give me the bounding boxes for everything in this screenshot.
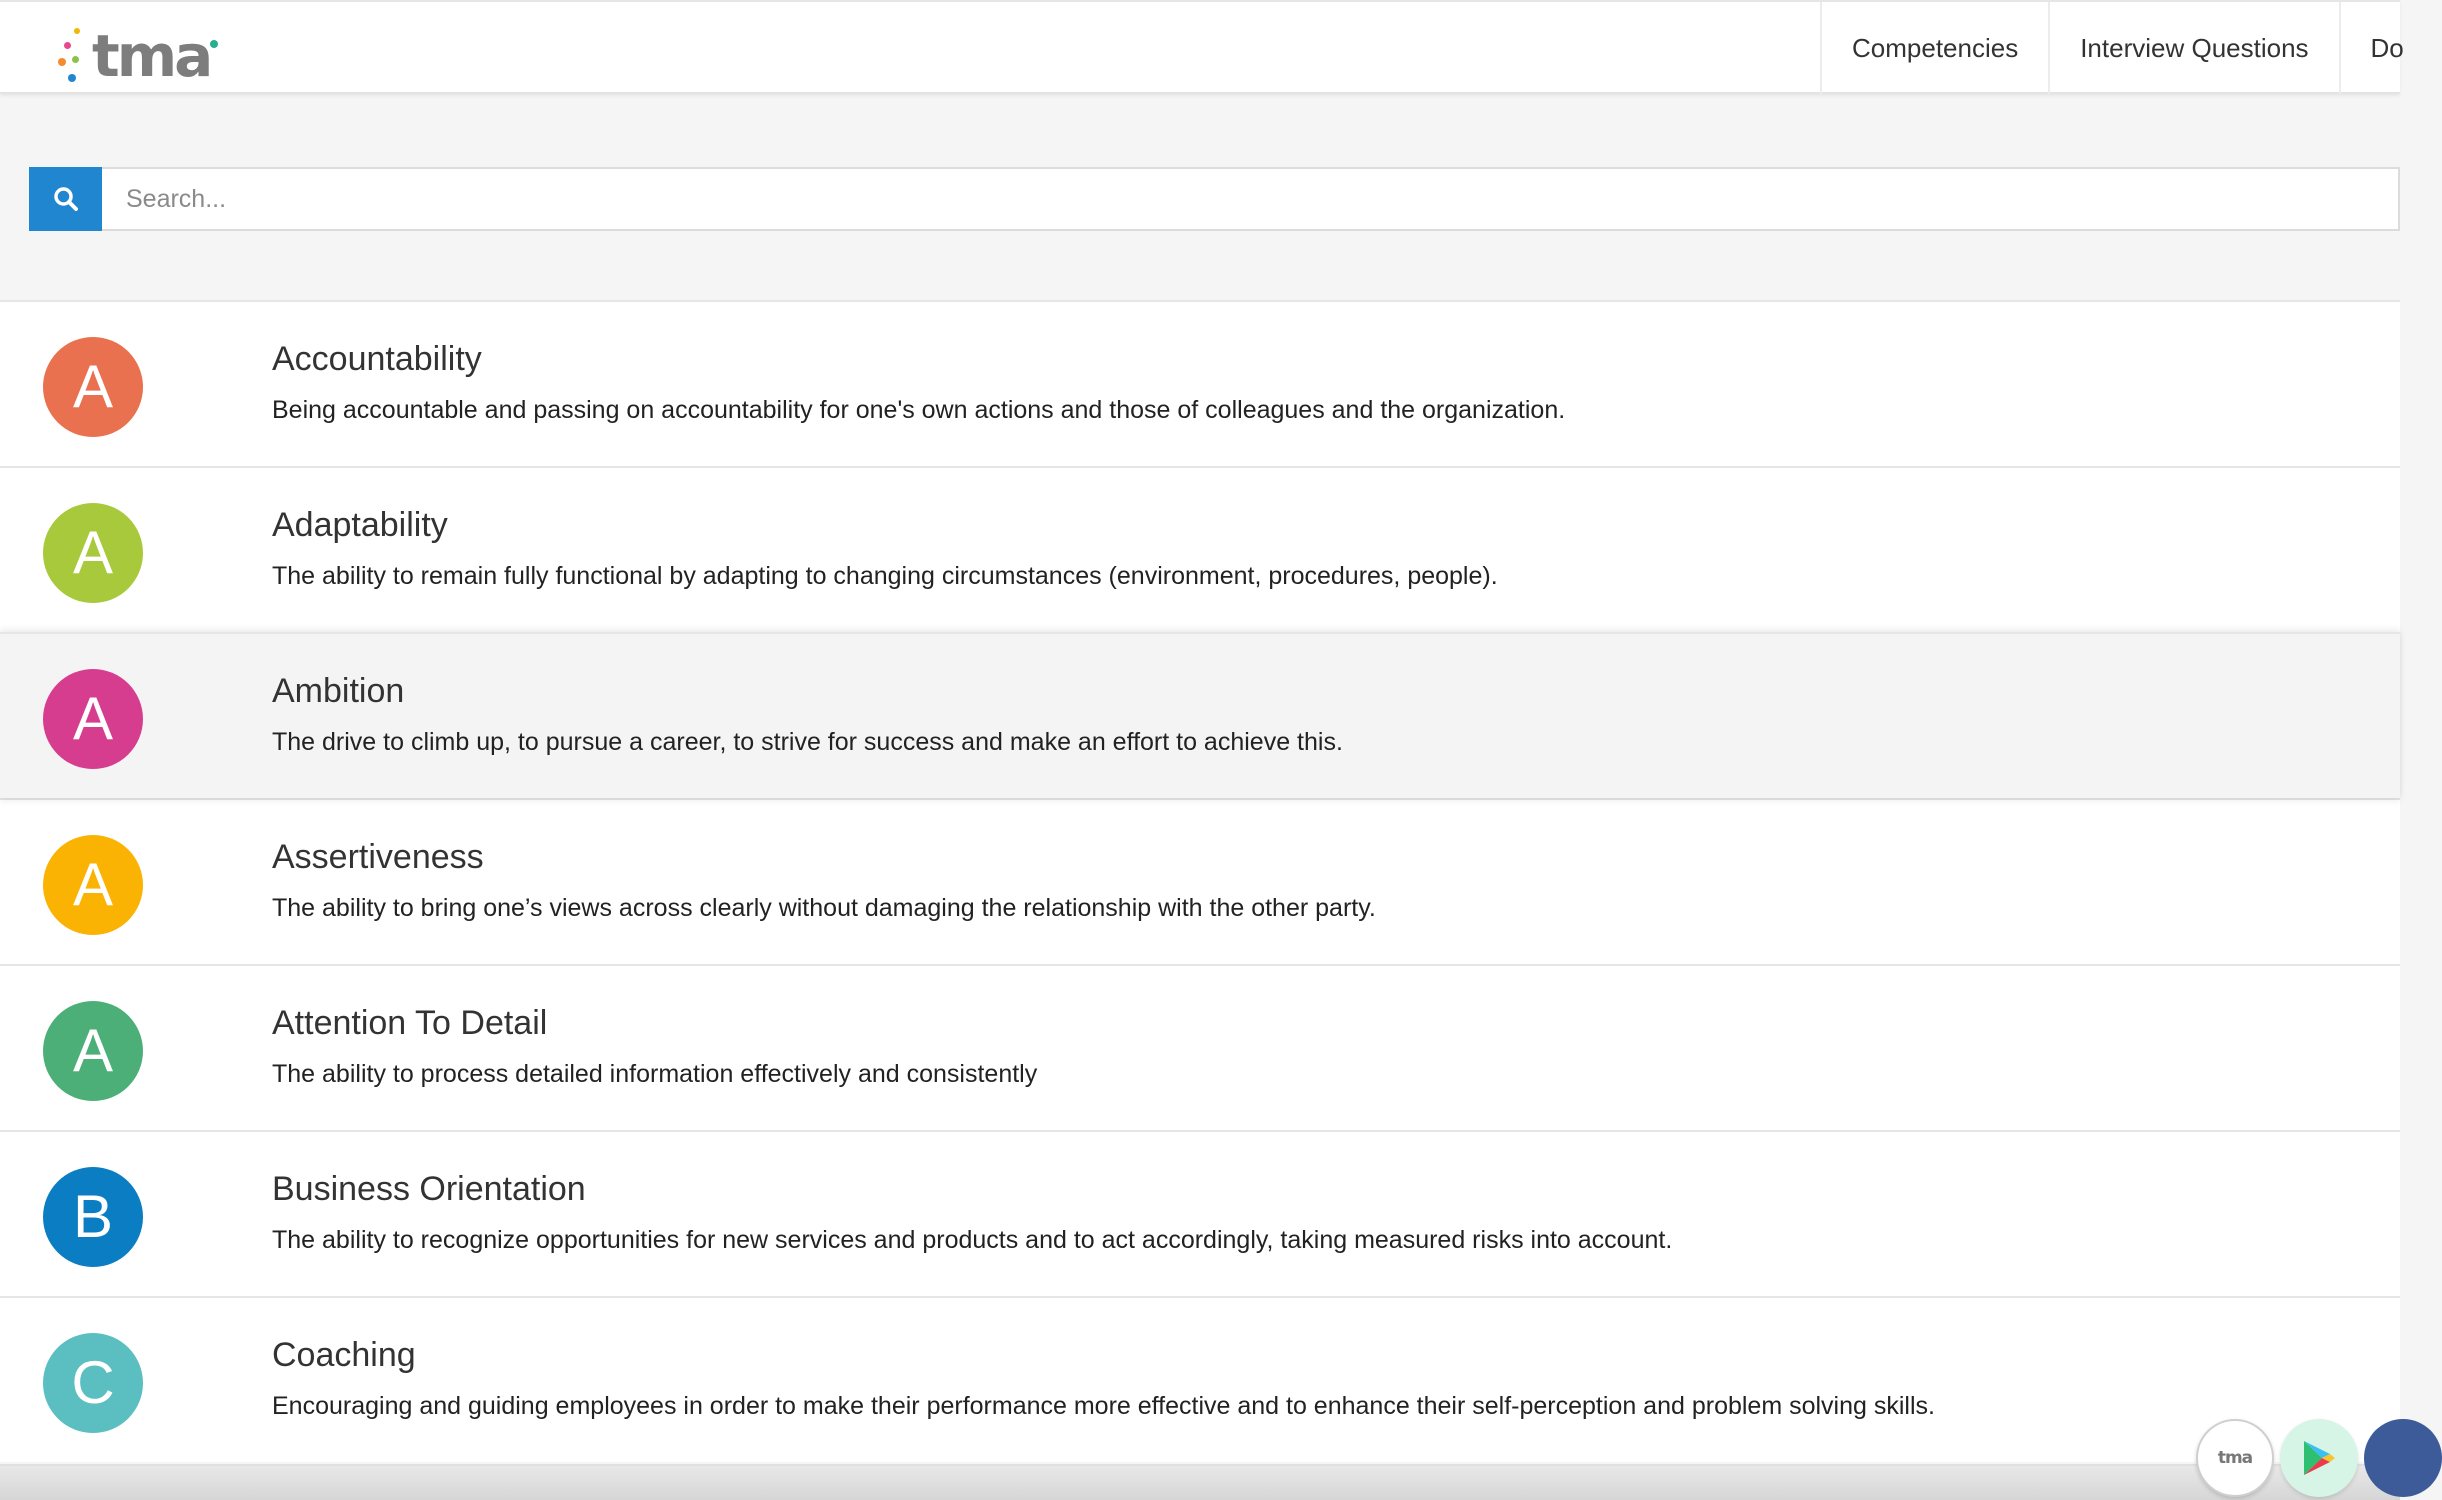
logo-dot [58,58,66,66]
competency-description: The ability to remain fully functional by adapting to changing circumstances (environment, procedures, people). [272,562,1498,590]
competency-item-ambition[interactable] [0,632,2400,798]
letter-avatar: A [43,835,143,935]
competency-item-assertiveness[interactable] [0,798,2400,964]
logo-dot [72,56,79,63]
letter-avatar: B [43,1167,143,1267]
tma-app-label: tma [2217,1448,2253,1468]
competency-item-accountability[interactable] [0,300,2400,466]
competency-description: The ability to recognize opportunities for new services and products and to act accordingly, taking measured risks into account. [272,1226,1673,1254]
competency-title: Accountability [272,340,482,378]
logo-dot [64,42,71,49]
logo-dot [210,40,218,48]
competency-item-business-orientation[interactable] [0,1130,2400,1296]
competency-title: Assertiveness [272,838,484,876]
competency-description: The ability to process detailed information effectively and consistently [272,1060,1038,1088]
competency-item-coaching[interactable] [0,1296,2400,1462]
social-share-button[interactable] [2364,1419,2442,1497]
letter-avatar: C [43,1333,143,1433]
competency-description: Encouraging and guiding employees in order to make their performance more effective and to enhance their self-perception and problem solving skills. [272,1392,1935,1420]
competency-list [0,300,2400,1462]
competency-title: Attention To Detail [272,1004,548,1042]
search-icon [53,186,79,212]
competency-item-adaptability[interactable] [0,466,2400,632]
competency-title: Adaptability [272,506,448,544]
competency-title: Ambition [272,672,405,710]
competency-description: The ability to bring one’s views across clearly without damaging the relationship with the other party. [272,894,1376,922]
tma-app-button[interactable] [2196,1419,2274,1497]
search-bar [29,167,2400,231]
letter-avatar: A [43,669,143,769]
main-nav [1820,2,2434,94]
logo-dot [74,28,80,34]
bottom-bar [0,1464,2400,1500]
letter-avatar: A [43,337,143,437]
google-play-icon [2302,1439,2336,1477]
competency-title: Coaching [272,1336,416,1374]
letter-avatar: A [43,1001,143,1101]
competency-description: The drive to climb up, to pursue a career, to strive for success and make an effort to achieve this. [272,728,1343,756]
competency-item-attention-to-detail[interactable] [0,964,2400,1130]
nav-downloads[interactable]: Do [2339,2,2434,94]
logo-dot [68,74,76,82]
competency-title: Business Orientation [272,1170,586,1208]
nav-interview-questions[interactable]: Interview Questions [2048,2,2338,94]
search-input[interactable] [102,167,2400,231]
search-button[interactable] [29,167,102,231]
letter-avatar: A [43,503,143,603]
google-play-button[interactable] [2280,1419,2358,1497]
nav-competencies[interactable]: Competencies [1820,2,2048,94]
logo-text: tma [92,22,211,90]
tma-logo[interactable] [56,22,226,88]
top-navigation-bar [0,0,2404,94]
competency-description: Being accountable and passing on accountability for one's own actions and those of colleagues and the organization. [272,396,1566,424]
